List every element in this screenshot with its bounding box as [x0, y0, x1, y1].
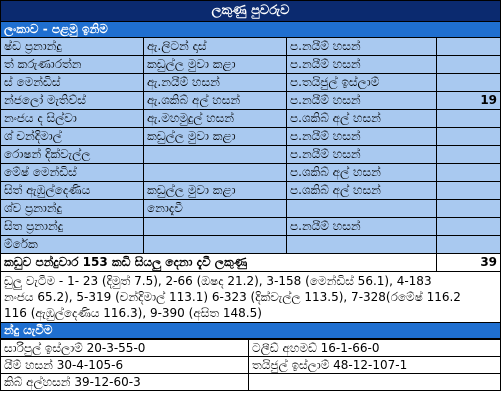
dismissal-bowler: [287, 236, 437, 254]
dismissal-bowler: [287, 200, 437, 218]
total-row: [1, 254, 501, 272]
dismissal-bowler: ප.ශකිබ් අල් හසන්: [287, 110, 437, 128]
dismissal-fielder: නොදැවී: [144, 200, 287, 218]
bowler-figures: සාරිපුල් ඉස්ලාම් 20-3-55-0: [1, 340, 249, 357]
bowler-figures: යීම් හසන් 30-4-105-6: [1, 357, 249, 374]
dismissal-fielder: ඇ.මහමුදුල් හසන්: [144, 110, 287, 128]
dismissal-bowler: ප.ශකිබ් අල් හසන්: [287, 164, 437, 182]
bowling-header: න්දු යැවීම: [1, 323, 501, 339]
batsman-runs: [437, 38, 501, 56]
dismissal-fielder: ඇ.නයීම් හසන්: [144, 74, 287, 92]
bowler-figures: [249, 374, 501, 391]
batsman-runs: [437, 56, 501, 74]
batting-row: [1, 56, 501, 74]
dismissal-fielder: කඩුල්ල මුවා කළා: [144, 182, 287, 200]
innings-header-row: [1, 22, 501, 38]
fow-line-2: නංජය 65.2), 5-319 (චන්දිමාල් 113.1) 6-323 (දික්වැල්ල 113.5), 7-328(රමේෂ් 116.2: [4, 290, 461, 304]
batsman-runs: [437, 164, 501, 182]
dismissal-bowler: ප.නයීම් හසන්: [287, 218, 437, 236]
bowling-row: [1, 340, 501, 357]
dismissal-fielder: කඩුල්ල මුවා කළා: [144, 128, 287, 146]
innings-header: ලංකාව - පළමු ඉනිම: [1, 22, 501, 38]
scorecard-title: ලකුණු පුවරුව: [1, 1, 501, 22]
batting-row: [1, 128, 501, 146]
batsman-name: ස් මෙන්ඩිස්: [1, 74, 144, 92]
batsman-name: ම්රේක: [1, 236, 144, 254]
batting-row: [1, 92, 501, 110]
batsman-name: රොෂන් දික්වැල්ල: [1, 146, 144, 164]
fow-line-3: 116 (ඇඹුල්දෙණිය 116.3), 9-390 (අසිත 148.5): [4, 306, 262, 320]
dismissal-bowler: ප.ශකිබ් අල් හසන්: [287, 182, 437, 200]
bowler-figures: තයිජුල් ඉස්ලාම් 48-12-107-1: [249, 357, 501, 374]
batsman-runs: [437, 128, 501, 146]
batsman-name: සිත ප්‍රනාන්දු: [1, 218, 144, 236]
batsman-runs: [437, 182, 501, 200]
fall-of-wickets: [1, 272, 501, 323]
batting-row: [1, 200, 501, 218]
dismissal-fielder: [144, 164, 287, 182]
dismissal-bowler: ප.නයීම් හසන්: [287, 146, 437, 164]
dismissal-fielder: කඩුල්ල මුවා කළා: [144, 56, 287, 74]
dismissal-fielder: [144, 146, 287, 164]
batting-row: [1, 38, 501, 56]
batting-row: [1, 236, 501, 254]
batsman-runs: [437, 236, 501, 254]
fow-line-1: 1- 23 (දිමුත් 7.5), 2-66 (ඔෂද 21.2), 3-158 (මෙන්ඩිස් 56.1), 4-183: [67, 274, 432, 288]
batting-row: [1, 146, 501, 164]
bowler-figures: කිබ් අල්හසන් 39-12-60-3: [1, 374, 249, 391]
batsman-name: නංජය ද සිල්වා: [1, 110, 144, 128]
batsman-name: ශ් චන්දිමාල්: [1, 128, 144, 146]
batting-row: [1, 218, 501, 236]
batsman-name: මේෂ් මෙන්ඩිස්: [1, 164, 144, 182]
batting-row: [1, 182, 501, 200]
dismissal-bowler: ප.තයිජුල් ඉස්ලාම්: [287, 74, 437, 92]
batsman-name: න්ජලෝ මැතිව්ස්: [1, 92, 144, 110]
fow-label: ඩුලු වැටීම -: [4, 274, 68, 288]
batsman-runs: [437, 200, 501, 218]
batsman-name: ෂ්ඩ ප්‍රනාන්දු: [1, 38, 144, 56]
batsman-name: සිත් ඇඹුල්දෙණිය: [1, 182, 144, 200]
batsman-name: ත් කරුණාරත්න: [1, 56, 144, 74]
batsman-runs: [437, 146, 501, 164]
total-label: කඩුව පන්දුවාර 153 කඩි සියලු දෙනා දැවී ලකුණු: [1, 254, 437, 272]
batsman-runs: 19: [437, 92, 501, 110]
bowling-header-row: [1, 323, 501, 339]
bowling-table: [0, 339, 501, 391]
fow-row: [1, 272, 501, 323]
dismissal-fielder: [144, 236, 287, 254]
dismissal-bowler: ප.නයීම් හසන්: [287, 128, 437, 146]
dismissal-bowler: ප.නයීම් හසන්: [287, 92, 437, 110]
dismissal-fielder: ඇ.ශකිබ් අල් හසන්: [144, 92, 287, 110]
batsman-runs: [437, 110, 501, 128]
dismissal-fielder: [144, 218, 287, 236]
dismissal-bowler: ප.නයීම් හසන්: [287, 56, 437, 74]
batting-row: [1, 164, 501, 182]
bowling-row: [1, 357, 501, 374]
bowling-row: [1, 374, 501, 391]
batsman-runs: [437, 218, 501, 236]
dismissal-fielder: ඇ.ලිටන් දාස්: [144, 38, 287, 56]
batsman-runs: [437, 74, 501, 92]
batting-row: [1, 110, 501, 128]
bowler-figures: ටලීඩ් අහමඩ් 16-1-66-0: [249, 340, 501, 357]
title-row: [1, 1, 501, 22]
batsman-name: ශ්ව ප්‍රනාන්දු: [1, 200, 144, 218]
total-runs: 39: [437, 254, 501, 272]
batting-row: [1, 74, 501, 92]
dismissal-bowler: ප.නයීම් හසන්: [287, 38, 437, 56]
